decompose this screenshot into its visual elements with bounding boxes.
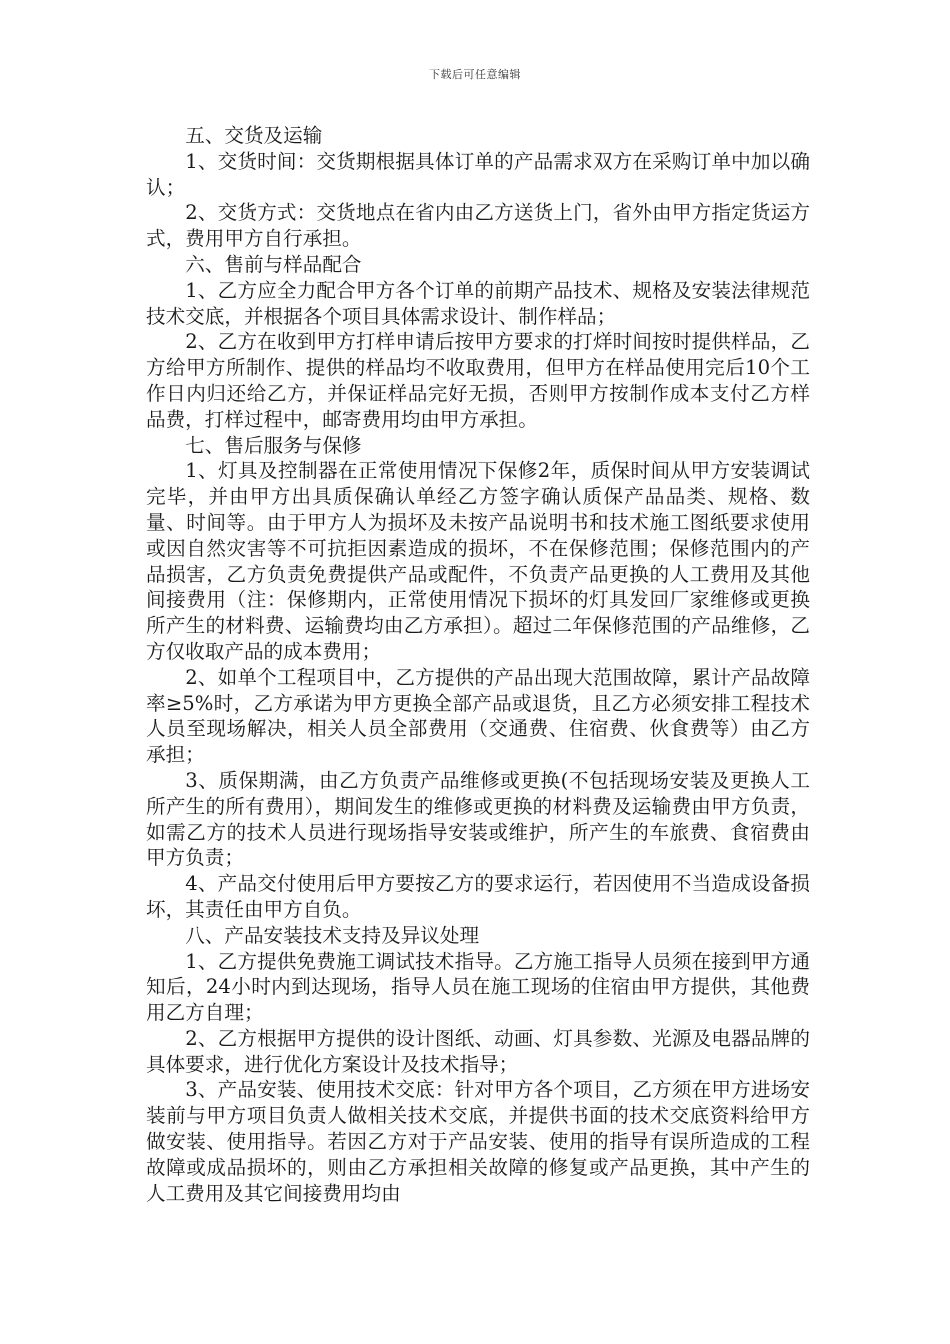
paragraph: 1、乙方应全力配合甲方各个订单的前期产品技术、规格及安装法律规范技术交底，并根据各个项目具体需求设计、制作样品； bbox=[146, 278, 810, 328]
section-heading-installation-support: 八、产品安装技术支持及异议处理 bbox=[185, 923, 480, 947]
paragraph: 3、产品安装、使用技术交底：针对甲方各个项目，乙方须在甲方进场安装前与甲方项目负责人做相关技术交底，并提供书面的技术交底资料给甲方做安装、使用指导。若因乙方对于产品安装、使用的指导有误所造成的工程故障或成品损坏的，则由乙方承担相关故障的修复或产品更换，其中产生的人工费用及其它间接费用均由 bbox=[146, 1078, 810, 1205]
paragraph: 2、交货方式：交货地点在省内由乙方送货上门，省外由甲方指定货运方式，费用甲方自行承担。 bbox=[146, 201, 810, 251]
paragraph: 1、乙方提供免费施工调试技术指导。乙方施工指导人员须在接到甲方通知后，24小时内到达现场，指导人员在施工现场的住宿由甲方提供，其他费用乙方自理； bbox=[146, 949, 810, 1025]
paragraph: 4、产品交付使用后甲方要按乙方的要求运行，若因使用不当造成设备损坏，其责任由甲方自负。 bbox=[146, 872, 810, 921]
section-heading-delivery: 五、交货及运输 bbox=[185, 124, 323, 147]
document-body bbox=[146, 123, 810, 1206]
paragraph: 2、乙方根据甲方提供的设计图纸、动画、灯具参数、光源及电器品牌的具体要求，进行优化方案设计及技术指导； bbox=[146, 1026, 810, 1076]
paragraph: 2、乙方在收到甲方打样申请后按甲方要求的打烊时间按时提供样品，乙方给甲方所制作、提供的样品均不收取费用，但甲方在样品使用完后10个工作日内归还给乙方，并保证样品完好无损，否则甲方按制作成本支付乙方样品费，打样过程中，邮寄费用均由甲方承担。 bbox=[146, 330, 810, 431]
paragraph: 1、灯具及控制器在正常使用情况下保修2年，质保时间从甲方安装调试完毕，并由甲方出具质保确认单经乙方签字确认质保产品品类、规格、数量、时间等。由于甲方人为损坏及未按产品说明书和技术施工图纸要求使用或因自然灾害等不可抗拒因素造成的损坏，不在保修范围；保修范围内的产品损害，乙方负责免费提供产品或配件，不负责产品更换的人工费用及其他间接费用（注：保修期内，正常使用情况下损坏的灯具发回厂家维修或更换所产生的材料费、运输费均由乙方承担）。超过二年保修范围的产品维修，乙方仅收取产品的成本费用； bbox=[146, 459, 810, 663]
paragraph: 3、质保期满，由乙方负责产品维修或更换(不包括现场安装及更换人工所产生的所有费用），期间发生的维修或更换的材料费及运输费由甲方负责，如需乙方的技术人员进行现场指导安装或维护，所产生的车旅费、食宿费由甲方负责； bbox=[146, 768, 810, 870]
page-header-note: 下载后可任意编辑 bbox=[429, 68, 521, 81]
section-heading-aftersale: 七、售后服务与保修 bbox=[185, 433, 362, 457]
paragraph: 1、交货时间：交货期根据具体订单的产品需求双方在采购订单中加以确认； bbox=[146, 149, 810, 199]
paragraph: 2、如单个工程项目中，乙方提供的产品出现大范围故障，累计产品故障率≥5%时，乙方承诺为甲方更换全部产品或退货，且乙方必须安排工程技术人员至现场解决，相关人员全部费用（交通费、住宿费、伙食费等）由乙方承担； bbox=[146, 665, 810, 767]
section-heading-presale: 六、售前与样品配合 bbox=[185, 252, 362, 276]
